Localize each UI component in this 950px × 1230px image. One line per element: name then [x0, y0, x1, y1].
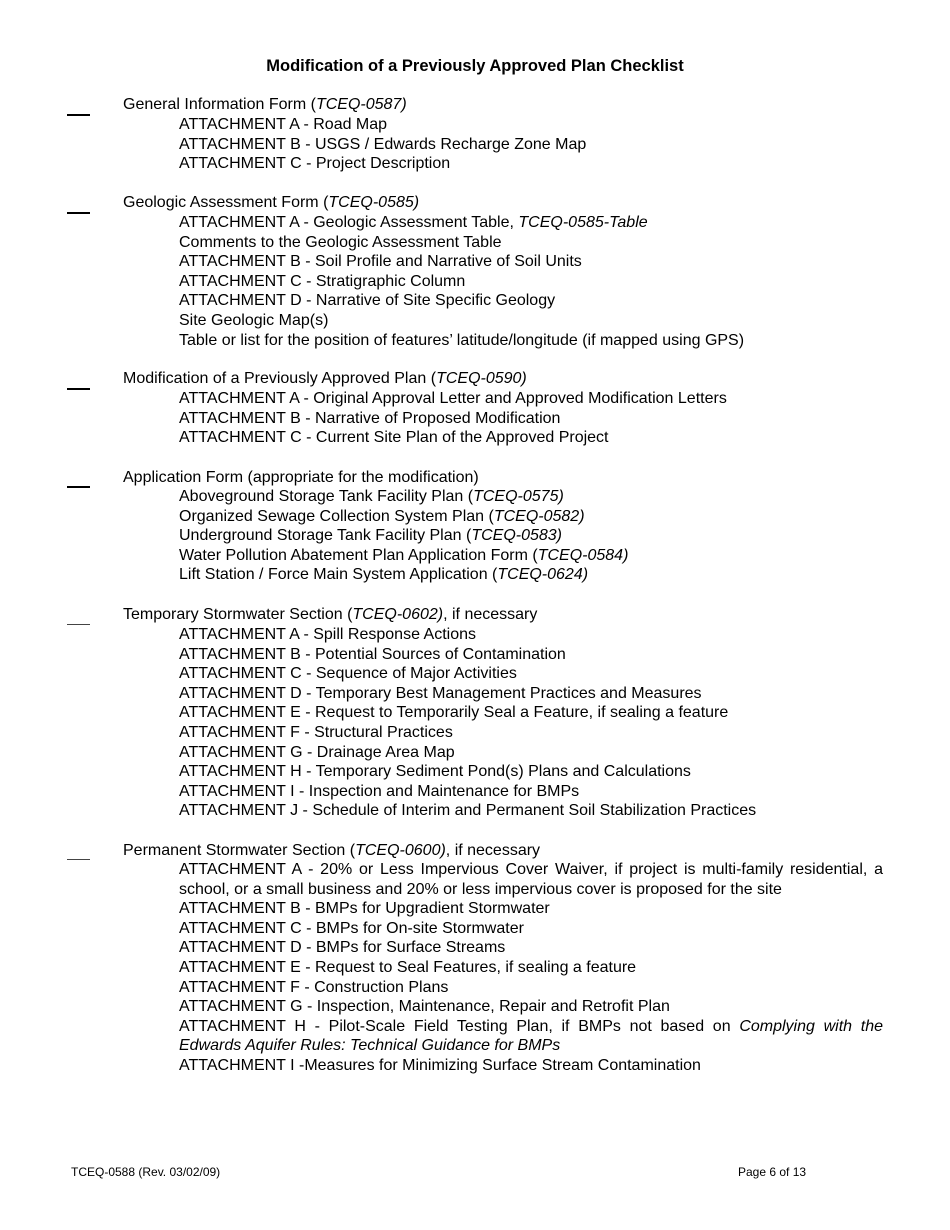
- list-item: Site Geologic Map(s): [179, 311, 329, 329]
- list-item: ATTACHMENT E - Request to Seal Features, if sealing a feature: [179, 958, 637, 976]
- section-items-application-form: [179, 487, 883, 585]
- list-item: Table or list for the position of features’ latitude/longitude (if mapped using GPS): [179, 331, 745, 349]
- list-item: ATTACHMENT I -Measures for Minimizing Surface Stream Contamination: [179, 1056, 701, 1074]
- checkbox-blank-temporary-stormwater[interactable]: [67, 624, 90, 625]
- section-heading-modification-plan: Modification of a Previously Approved Plan (TCEQ-0590): [123, 370, 527, 387]
- section-heading-temporary-stormwater: Temporary Stormwater Section (TCEQ-0602), if necessary: [123, 606, 538, 623]
- list-item: ATTACHMENT B - USGS / Edwards Recharge Zone Map: [179, 135, 587, 153]
- list-item: ATTACHMENT D - Temporary Best Management Practices and Measures: [179, 684, 702, 702]
- list-item: ATTACHMENT F - Structural Practices: [179, 723, 453, 741]
- list-item: ATTACHMENT C - Current Site Plan of the Approved Project: [179, 429, 609, 447]
- list-item: ATTACHMENT D - Narrative of Site Specific Geology: [179, 292, 556, 310]
- list-item: ATTACHMENT B - Narrative of Proposed Modification: [179, 409, 561, 427]
- section-items-modification-plan: [179, 389, 883, 448]
- section-heading-general-information: General Information Form (TCEQ-0587): [123, 96, 407, 113]
- list-item: ATTACHMENT C - Project Description: [179, 155, 451, 173]
- list-item: ATTACHMENT I - Inspection and Maintenance for BMPs: [179, 782, 580, 800]
- list-item: ATTACHMENT G - Inspection, Maintenance, Repair and Retrofit Plan: [179, 998, 670, 1016]
- list-item: ATTACHMENT H - Pilot-Scale Field Testing Plan, if BMPs not based on Complying with the Edwards Aquifer Rules: Technical Guidance for BMPs: [179, 1017, 883, 1055]
- checkbox-blank-application-form[interactable]: [67, 486, 90, 488]
- footer-page-number: Page 6 of 13: [738, 1165, 807, 1179]
- list-item: ATTACHMENT G - Drainage Area Map: [179, 743, 455, 761]
- checkbox-blank-general-information[interactable]: [67, 114, 90, 116]
- list-item: ATTACHMENT D - BMPs for Surface Streams: [179, 939, 506, 957]
- list-item: ATTACHMENT B - Potential Sources of Contamination: [179, 645, 566, 663]
- list-item: ATTACHMENT C - BMPs for On-site Stormwater: [179, 919, 524, 937]
- list-item: Organized Sewage Collection System Plan (TCEQ-0582): [179, 507, 585, 525]
- page-title: Modification of a Previously Approved Plan Checklist: [266, 57, 684, 75]
- list-item: ATTACHMENT A - Spill Response Actions: [179, 626, 476, 643]
- section-items-permanent-stormwater: [179, 860, 883, 1076]
- list-item: Water Pollution Abatement Plan Application Form (TCEQ-0584): [179, 546, 629, 564]
- list-item: ATTACHMENT J - Schedule of Interim and Permanent Soil Stabilization Practices: [179, 802, 757, 820]
- list-item: ATTACHMENT A - Geologic Assessment Table, TCEQ-0585-Table: [179, 214, 648, 231]
- section-heading-application-form: Application Form (appropriate for the modification): [123, 469, 479, 486]
- section-items-general-information: [179, 115, 883, 174]
- footer-form-number: TCEQ-0588 (Rev. 03/02/09): [71, 1165, 221, 1179]
- list-item: ATTACHMENT F - Construction Plans: [179, 978, 449, 996]
- list-item: ATTACHMENT H - Temporary Sediment Pond(s) Plans and Calculations: [179, 763, 691, 781]
- list-item: Lift Station / Force Main System Application (TCEQ-0624): [179, 566, 589, 584]
- section-heading-permanent-stormwater: Permanent Stormwater Section (TCEQ-0600), if necessary: [123, 842, 541, 859]
- section-items-temporary-stormwater: [179, 625, 883, 821]
- list-item: ATTACHMENT E - Request to Temporarily Seal a Feature, if sealing a feature: [179, 704, 729, 722]
- list-item: Underground Storage Tank Facility Plan (TCEQ-0583): [179, 527, 563, 545]
- section-heading-geologic-assessment: Geologic Assessment Form (TCEQ-0585): [123, 194, 420, 211]
- list-item: ATTACHMENT B - BMPs for Upgradient Stormwater: [179, 900, 550, 918]
- list-item: Comments to the Geologic Assessment Table: [179, 233, 502, 251]
- list-item: ATTACHMENT A - Road Map: [179, 116, 388, 133]
- list-item: ATTACHMENT A - 20% or Less Impervious Cover Waiver, if project is multi-family residential, a school, or a small business and 20% or less impervious cover is proposed for the site: [179, 861, 883, 898]
- section-items-geologic-assessment: [179, 213, 883, 350]
- checkbox-blank-modification-plan[interactable]: [67, 388, 90, 390]
- checkbox-blank-permanent-stormwater[interactable]: [67, 859, 90, 860]
- list-item: ATTACHMENT A - Original Approval Letter and Approved Modification Letters: [179, 390, 727, 407]
- list-item: ATTACHMENT C - Stratigraphic Column: [179, 272, 466, 290]
- list-item: ATTACHMENT C - Sequence of Major Activities: [179, 665, 517, 683]
- checkbox-blank-geologic-assessment[interactable]: [67, 212, 90, 214]
- list-item: Aboveground Storage Tank Facility Plan (TCEQ-0575): [179, 488, 564, 505]
- list-item: ATTACHMENT B - Soil Profile and Narrative of Soil Units: [179, 253, 582, 271]
